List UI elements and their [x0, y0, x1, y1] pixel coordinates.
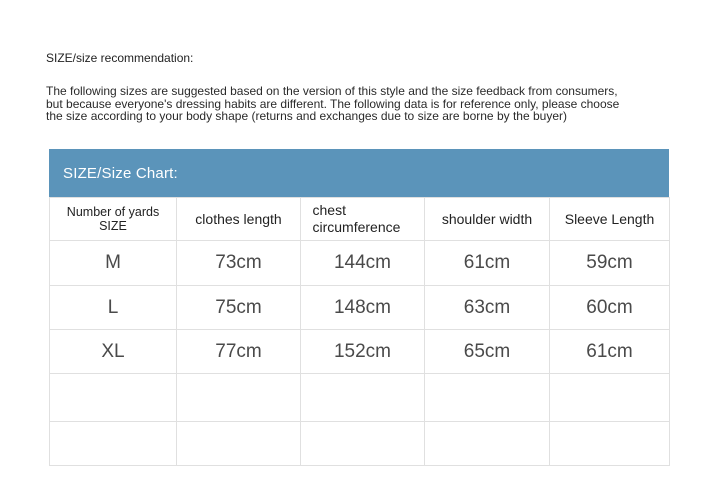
cell-chest-circumference	[301, 422, 425, 466]
cell-sleeve-length: 60cm	[550, 286, 670, 330]
cell-chest-circumference: 152cm	[301, 330, 425, 374]
cell-clothes-length: 77cm	[177, 330, 301, 374]
cell-shoulder-width: 65cm	[425, 330, 550, 374]
size-chart-banner-title: SIZE/Size Chart:	[63, 164, 178, 182]
col-header-chest-circumference	[301, 198, 425, 241]
col-header-sleeve-length: Sleeve Length	[550, 198, 670, 241]
table-row-empty	[50, 374, 670, 422]
col-header-clothes-length: clothes length	[177, 198, 301, 241]
cell-chest-circumference: 148cm	[301, 286, 425, 330]
col-header-shoulder-width: shoulder width	[425, 198, 550, 241]
cell-clothes-length	[177, 374, 301, 422]
cell-size	[50, 422, 177, 466]
intro-paragraph	[46, 85, 619, 123]
cell-size: L	[50, 286, 177, 330]
cell-clothes-length	[177, 422, 301, 466]
col-header-size: Number of yards SIZE	[50, 198, 177, 241]
cell-sleeve-length: 61cm	[550, 330, 670, 374]
col-header-chest-circumference-label: chest circumference	[312, 202, 401, 235]
table-header-row	[50, 198, 670, 241]
cell-shoulder-width: 61cm	[425, 241, 550, 286]
cell-chest-circumference: 144cm	[301, 241, 425, 286]
cell-clothes-length: 75cm	[177, 286, 301, 330]
cell-shoulder-width	[425, 374, 550, 422]
size-chart-banner	[49, 149, 669, 197]
cell-chest-circumference	[301, 374, 425, 422]
table-row-l	[50, 286, 670, 330]
section-heading: SIZE/size recommendation:	[46, 51, 194, 65]
cell-sleeve-length: 59cm	[550, 241, 670, 286]
intro-line-2: but because everyone's dressing habits are different. The following data is for reference only, please choose	[46, 96, 620, 111]
cell-size: M	[50, 241, 177, 286]
cell-shoulder-width	[425, 422, 550, 466]
size-chart-table	[49, 197, 670, 466]
cell-sleeve-length	[550, 422, 670, 466]
table-row-empty	[50, 422, 670, 466]
cell-sleeve-length	[550, 374, 670, 422]
cell-clothes-length: 73cm	[177, 241, 301, 286]
intro-line-3: the size according to your body shape (returns and exchanges due to size are borne by the buyer)	[46, 109, 567, 123]
cell-shoulder-width: 63cm	[425, 286, 550, 330]
cell-size: XL	[50, 330, 177, 374]
cell-size	[50, 374, 177, 422]
table-row-xl	[50, 330, 670, 374]
intro-line-1: The following sizes are suggested based on the version of this style and the size feedback from consumers,	[46, 84, 618, 98]
table-row-m	[50, 241, 670, 286]
